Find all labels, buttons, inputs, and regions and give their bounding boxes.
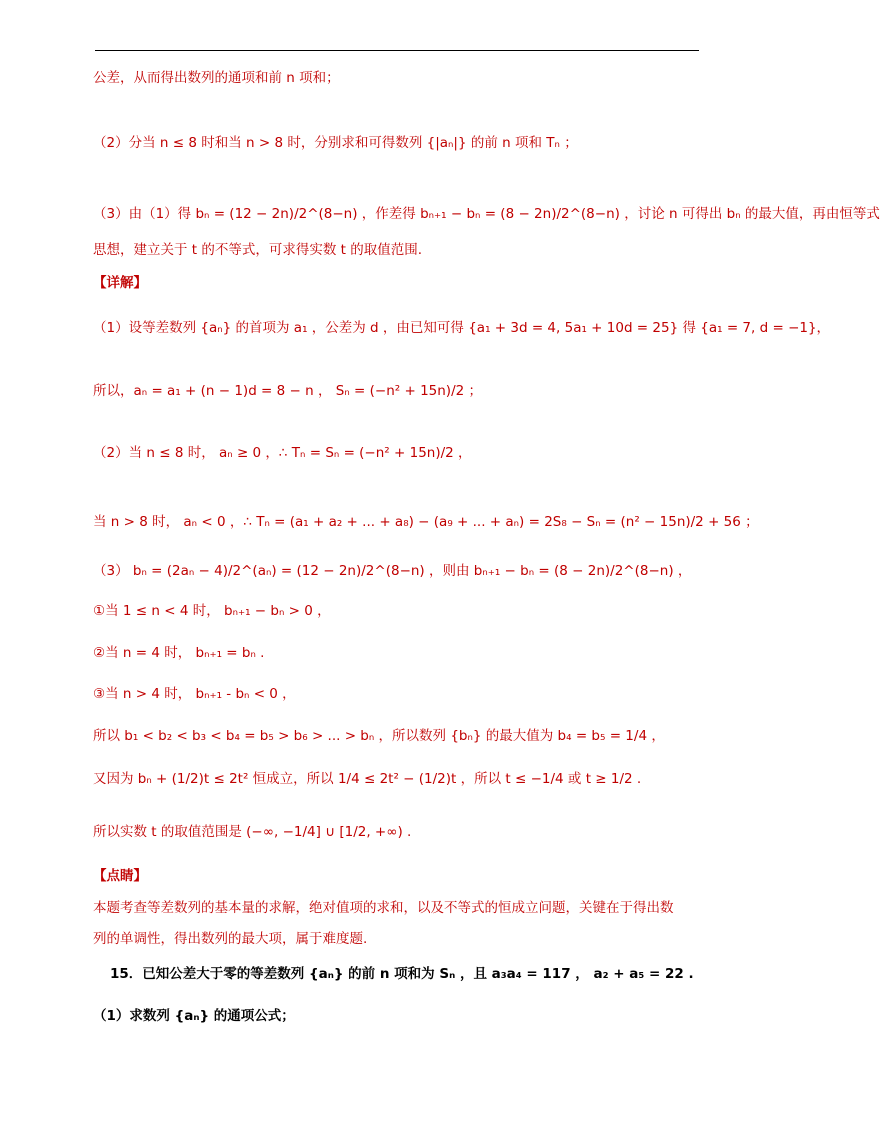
text-line: 思想，建立关于 t 的不等式，可求得实数 t 的取值范围. — [93, 242, 423, 258]
text-line: （1）设等差数列 {aₙ} 的首项为 a₁ ，公差为 d ，由已知可得 {a₁ + 3d = 4, 5a₁ + 10d = 25} 得 {a₁ = 7, d = −1}， — [93, 320, 831, 336]
text-line: ①当 1 ≤ n < 4 时， bₙ₊₁ − bₙ > 0 ， — [93, 603, 331, 619]
text-line: （2）当 n ≤ 8 时， aₙ ≥ 0 ，∴ Tₙ = Sₙ = (−n² + 15n)/2 ， — [93, 445, 472, 461]
section-heading: 【点睛】 — [93, 868, 147, 884]
text-line: 公差，从而得出数列的通项和前 n 项和； — [93, 70, 340, 86]
text-line: 本题考查等差数列的基本量的求解，绝对值项的求和，以及不等式的恒成立问题，关键在于得出数 — [93, 900, 674, 916]
text-line: 所以，aₙ = a₁ + (n − 1)d = 8 − n ， Sₙ = (−n² + 15n)/2 ； — [93, 383, 482, 399]
text-line: ②当 n = 4 时， bₙ₊₁ = bₙ . — [93, 645, 265, 661]
text-line: （2）分当 n ≤ 8 时和当 n > 8 时，分别求和可得数列 {|aₙ|} 的前 n 项和 Tₙ ； — [93, 135, 578, 151]
section-heading: 【详解】 — [93, 275, 147, 291]
problem-statement: 15．已知公差大于零的等差数列 {aₙ} 的前 n 项和为 Sₙ ，且 a₃a₄ = 117 ， a₂ + a₅ = 22 . — [110, 966, 694, 982]
problem-subquestion: （1）求数列 {aₙ} 的通项公式； — [93, 1008, 295, 1024]
text-line: 所以 b₁ < b₂ < b₃ < b₄ = b₅ > b₆ > ... > bₙ ，所以数列 {bₙ} 的最大值为 b₄ = b₅ = 1/4 ， — [93, 728, 665, 744]
text-line: 当 n > 8 时， aₙ < 0 ，∴ Tₙ = (a₁ + a₂ + ... + a₈) − (a₉ + ... + aₙ) = 2S₈ − Sₙ = (n² − 15n)/2 + 56 ； — [93, 514, 759, 530]
text-line: （3）由（1）得 bₙ = (12 − 2n)/2^(8−n) ，作差得 bₙ₊₁ − bₙ = (8 − 2n)/2^(8−n) ，讨论 n 可得出 bₙ 的最大值，再由恒等式 — [93, 206, 880, 222]
text-line: （3） bₙ = (2aₙ − 4)/2^(aₙ) = (12 − 2n)/2^(8−n) ，则由 bₙ₊₁ − bₙ = (8 − 2n)/2^(8−n) ， — [93, 563, 692, 579]
text-line: 又因为 bₙ + (1/2)t ≤ 2t² 恒成立，所以 1/4 ≤ 2t² − (1/2)t ，所以 t ≤ −1/4 或 t ≥ 1/2 . — [93, 771, 642, 787]
text-line: 所以实数 t 的取值范围是 (−∞, −1/4] ∪ [1/2, +∞) . — [93, 824, 412, 840]
text-line: 列的单调性，得出数列的最大项，属于难度题. — [93, 931, 368, 947]
text-line: ③当 n > 4 时， bₙ₊₁ - bₙ < 0 ， — [93, 686, 296, 702]
header-rule — [95, 50, 699, 51]
